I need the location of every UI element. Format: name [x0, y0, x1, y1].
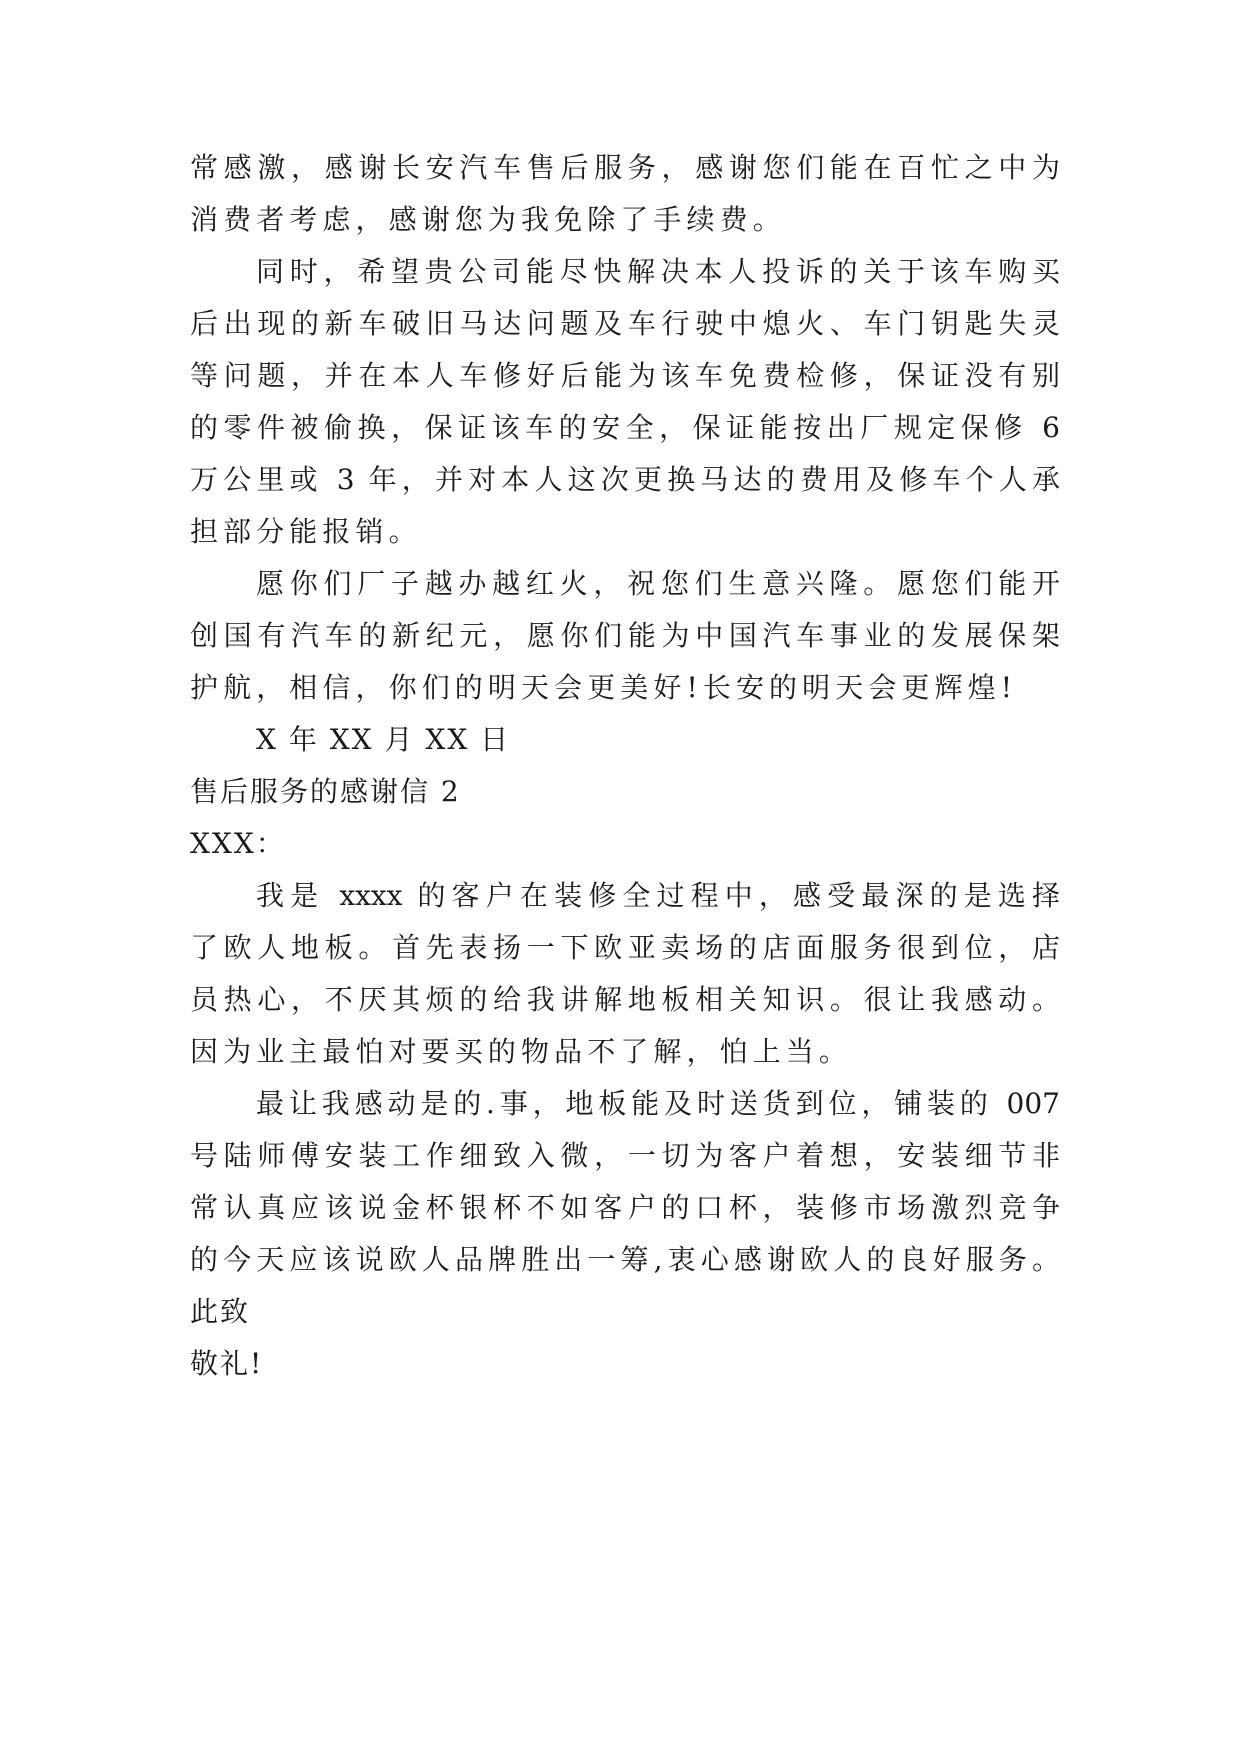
closing-line: 敬礼! [190, 1347, 264, 1380]
date-line: X 年 XX 月 XX 日 [256, 723, 511, 756]
paragraph-line: 护航，相信，你们的明天会更美好!长安的明天会更辉煌! [190, 671, 1018, 704]
closing-line: 此致 [190, 1295, 251, 1328]
salutation: XXX： [190, 827, 286, 860]
paragraph-line: 的零件被偷换，保证该车的安全，保证能按出厂规定保修 6 [190, 411, 1060, 444]
paragraph-line: 常感激，感谢长安汽车售后服务，感谢您们能在百忙之中为 [190, 151, 1060, 184]
paragraph-line: 后出现的新车破旧马达问题及车行驶中熄火、车门钥匙失灵 [190, 307, 1060, 340]
paragraph-line: 的今天应该说欧人品牌胜出一筹,衷心感谢欧人的良好服务。 [190, 1243, 1060, 1276]
letter-title: 售后服务的感谢信 2 [190, 775, 461, 808]
paragraph-line: 最让我感动是的.事，地板能及时送货到位，铺装的 007 [256, 1087, 1060, 1120]
paragraph-line: 消费者考虑，感谢您为我免除了手续费。 [190, 203, 786, 236]
paragraph-line: 号陆师傅安装工作细致入微，一切为客户着想，安装细节非 [190, 1139, 1060, 1172]
paragraph-line: 愿你们厂子越办越红火，祝您们生意兴隆。愿您们能开 [256, 567, 1060, 600]
paragraph-line: 万公里或 3 年，并对本人这次更换马达的费用及修车个人承 [190, 463, 1060, 496]
paragraph-line: 了欧人地板。首先表扬一下欧亚卖场的店面服务很到位，店 [190, 931, 1060, 964]
paragraph-line: 因为业主最怕对要买的物品不了解，怕上当。 [190, 1035, 853, 1068]
paragraph-line: 员热心，不厌其烦的给我讲解地板相关知识。很让我感动。 [190, 983, 1060, 1016]
paragraph-line: 担部分能报销。 [190, 515, 422, 548]
paragraph-line: 创国有汽车的新纪元，愿你们能为中国汽车事业的发展保架 [190, 619, 1060, 652]
paragraph-line: 常认真应该说金杯银杯不如客户的口杯，装修市场激烈竞争 [190, 1191, 1060, 1224]
paragraph-line: 我是 xxxx 的客户在装修全过程中，感受最深的是选择 [256, 879, 1060, 912]
paragraph-line: 同时，希望贵公司能尽快解决本人投诉的关于该车购买 [256, 255, 1060, 288]
paragraph-line: 等问题，并在本人车修好后能为该车免费检修，保证没有别 [190, 359, 1060, 392]
